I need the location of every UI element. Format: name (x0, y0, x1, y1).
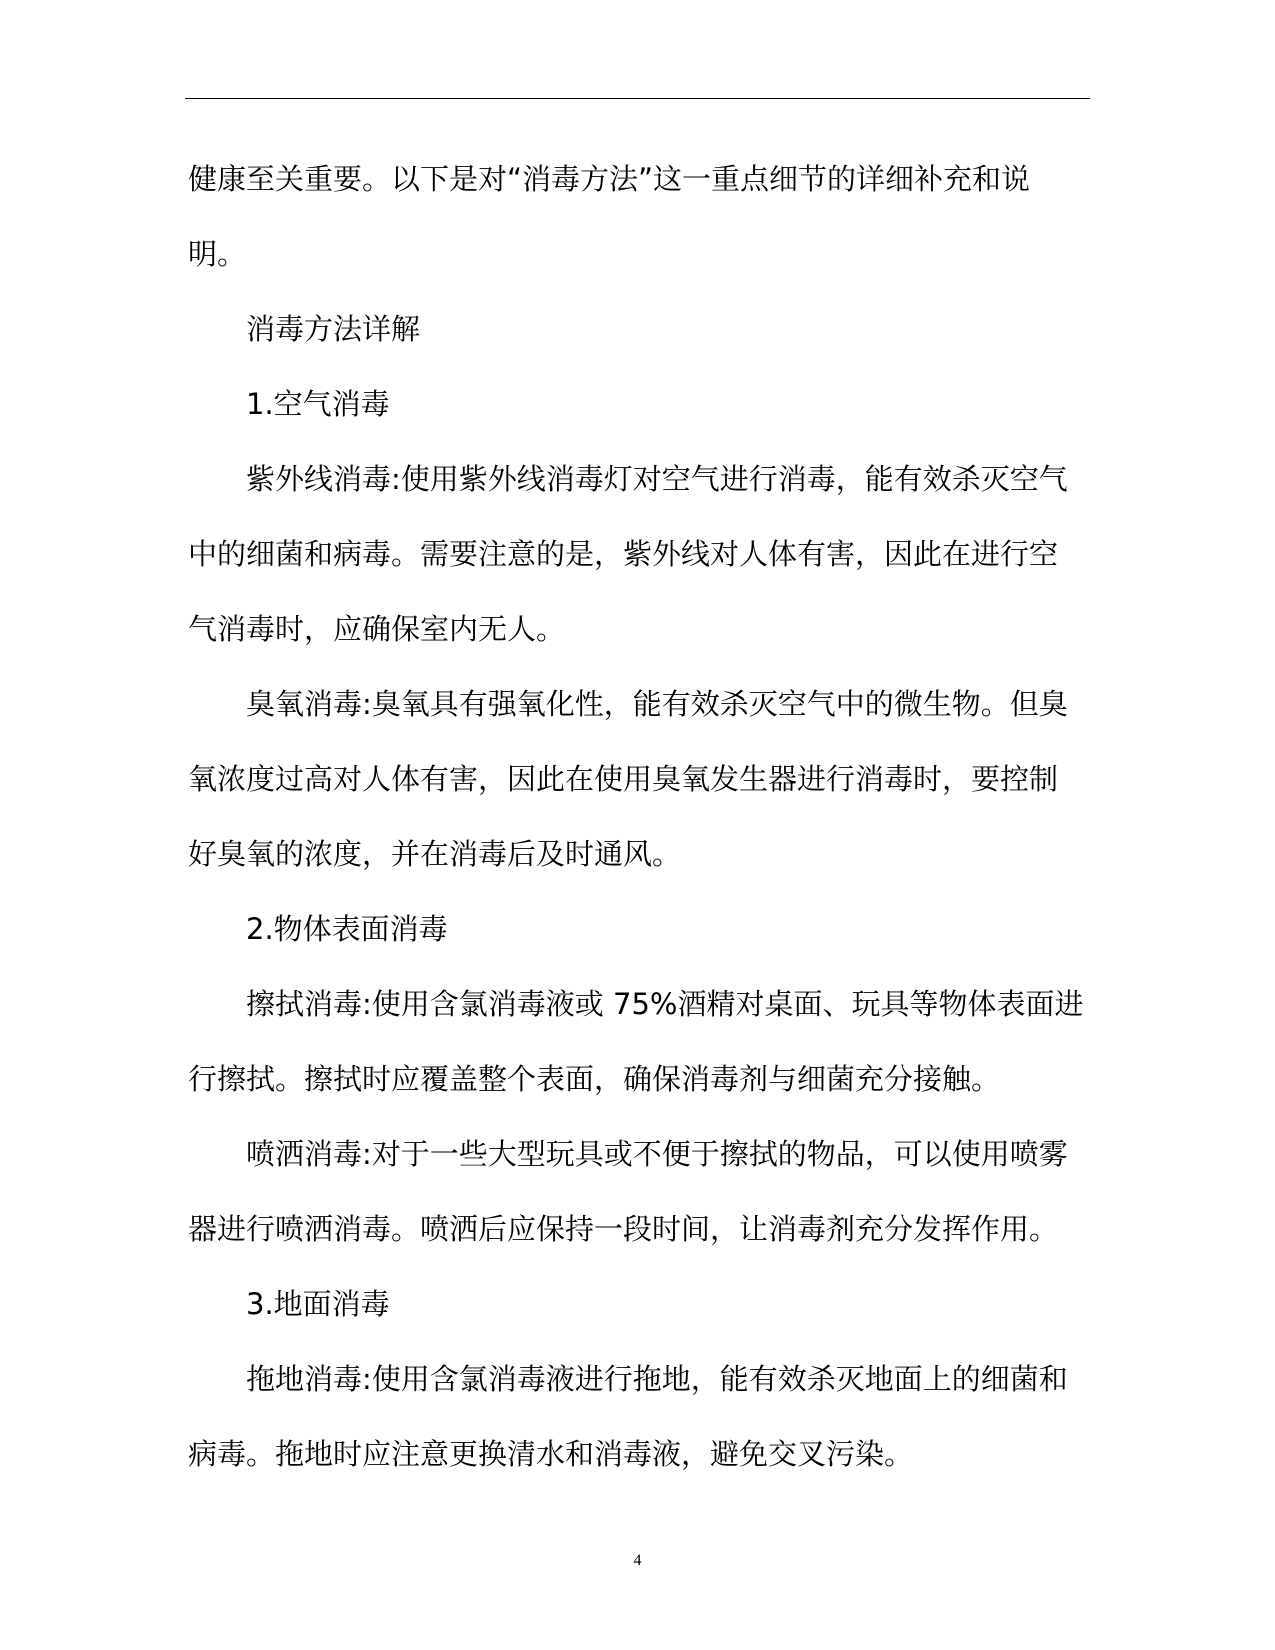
paragraph-wipe-line-2: 行擦拭。擦拭时应覆盖整个表面，确保消毒剂与细菌充分接触。 (188, 1062, 1001, 1096)
paragraph-uv-line-1: 紫外线消毒:使用紫外线消毒灯对空气进行消毒，能有效杀灭空气 (246, 462, 1068, 496)
paragraph-ozone-line-1: 臭氧消毒:臭氧具有强氧化性，能有效杀灭空气中的微生物。但臭 (246, 687, 1068, 721)
paragraph-uv-line-3: 气消毒时，应确保室内无人。 (188, 612, 566, 646)
text-line-1: 健康至关重要。以下是对“消毒方法”这一重点细节的详细补充和说 (188, 162, 1031, 196)
paragraph-mop-line-2: 病毒。拖地时应注意更换清水和消毒液，避免交叉污染。 (188, 1437, 914, 1471)
paragraph-ozone-line-3: 好臭氧的浓度，并在消毒后及时通风。 (188, 837, 682, 871)
text-line-2: 明。 (188, 237, 247, 271)
subheading-air-disinfection: 1.空气消毒 (246, 387, 390, 421)
paragraph-wipe-line-1: 擦拭消毒:使用含氯消毒液或 75%酒精对桌面、玩具等物体表面进 (246, 987, 1084, 1021)
section-heading: 消毒方法详解 (246, 312, 421, 346)
paragraph-mop-line-1: 拖地消毒:使用含氯消毒液进行拖地，能有效杀灭地面上的细菌和 (246, 1362, 1068, 1396)
paragraph-spray-line-2: 器进行喷洒消毒。喷洒后应保持一段时间，让消毒剂充分发挥作用。 (188, 1212, 1059, 1246)
paragraph-uv-line-2: 中的细菌和病毒。需要注意的是，紫外线对人体有害，因此在进行空 (188, 537, 1059, 571)
document-body (188, 142, 1088, 1492)
subheading-floor-disinfection: 3.地面消毒 (246, 1287, 390, 1321)
subheading-surface-disinfection: 2.物体表面消毒 (246, 912, 448, 946)
paragraph-spray-line-1: 喷洒消毒:对于一些大型玩具或不便于擦拭的物品，可以使用喷雾 (246, 1137, 1068, 1171)
paragraph-ozone-line-2: 氧浓度过高对人体有害，因此在使用臭氧发生器进行消毒时，要控制 (188, 762, 1059, 796)
page-number: 4 (633, 1552, 642, 1569)
header-rule (185, 98, 1090, 99)
